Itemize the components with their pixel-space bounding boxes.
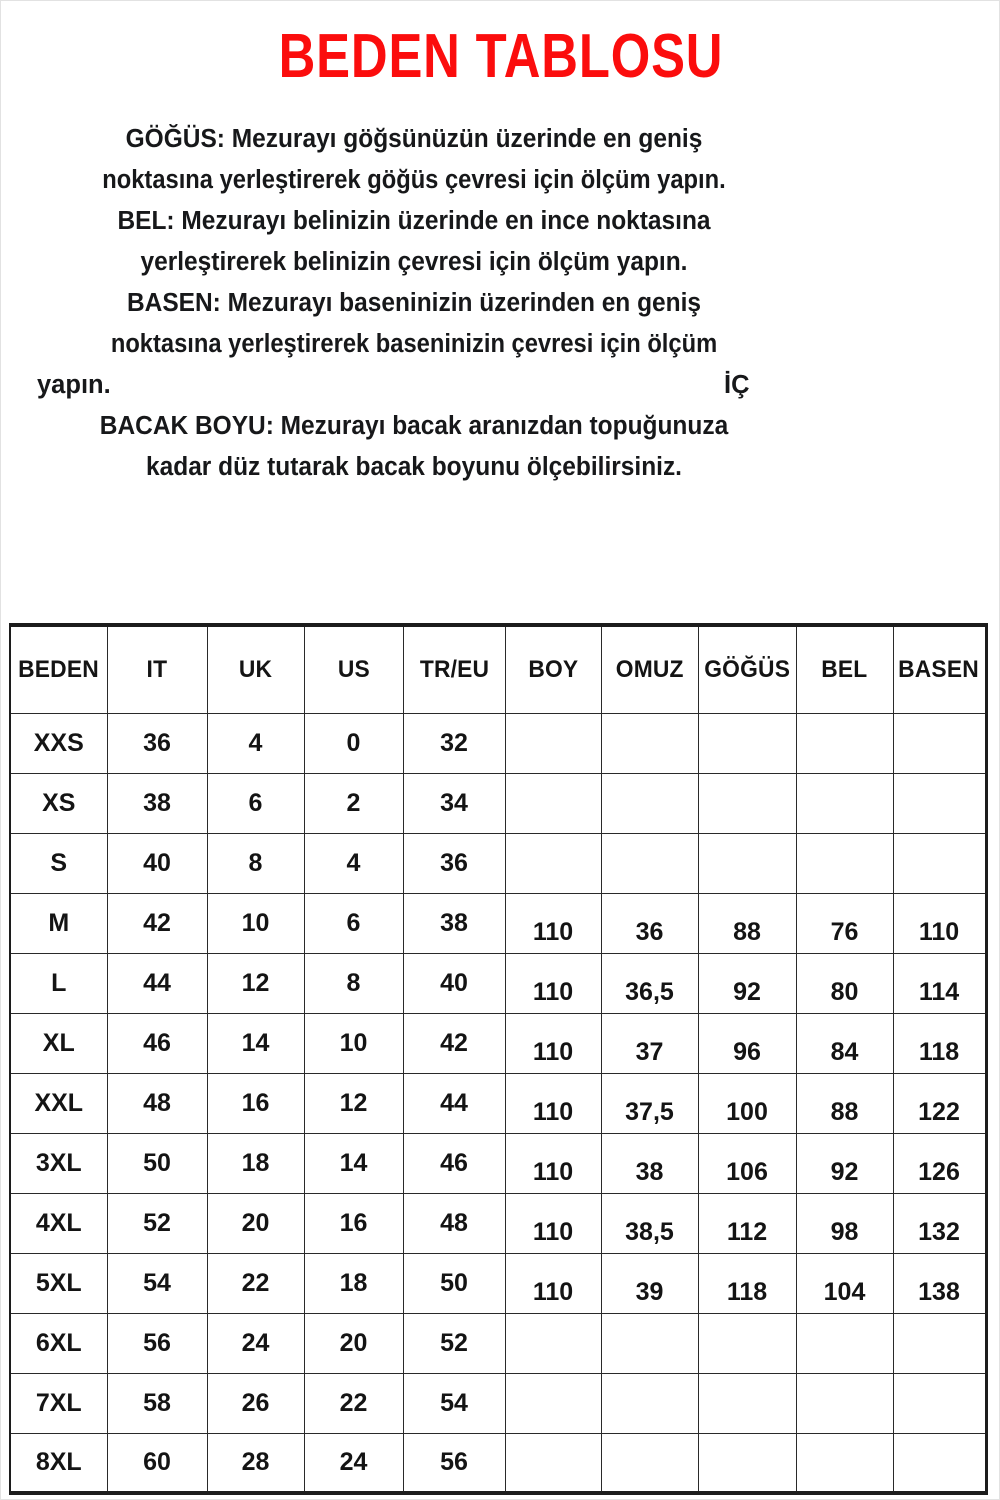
cell-basen-value: 110	[918, 917, 960, 946]
cell-us	[304, 833, 403, 893]
cell-basen	[893, 1013, 986, 1073]
cell-it-value: 58	[143, 1388, 171, 1417]
cell-bel-value: 76	[830, 917, 859, 946]
table-row	[10, 893, 986, 953]
cell-uk	[207, 953, 304, 1013]
cell-it-value: 52	[143, 1208, 171, 1237]
cell-uk	[207, 1433, 304, 1493]
cell-us-value: 8	[346, 968, 361, 997]
cell-gogus	[698, 1373, 796, 1433]
cell-boy	[505, 1193, 601, 1253]
cell-beden-value: 3XL	[35, 1148, 82, 1177]
cell-us	[304, 773, 403, 833]
cell-treu-value: 48	[440, 1208, 468, 1237]
cell-uk-value: 14	[241, 1028, 270, 1057]
cell-gogus-value: 118	[726, 1277, 768, 1306]
cell-basen	[893, 773, 986, 833]
cell-uk	[207, 1133, 304, 1193]
cell-bel-value: 92	[830, 1157, 859, 1186]
cell-beden	[10, 1373, 107, 1433]
cell-gogus	[698, 833, 796, 893]
cell-basen-value: 138	[918, 1277, 960, 1306]
cell-it-value: 38	[143, 788, 171, 817]
cell-beden-value: 6XL	[35, 1328, 82, 1357]
cell-bel	[796, 1013, 893, 1073]
cell-basen	[893, 1253, 986, 1313]
cell-boy	[505, 1133, 601, 1193]
cell-basen	[893, 1133, 986, 1193]
cell-uk	[207, 1193, 304, 1253]
cell-treu	[403, 1073, 505, 1133]
measurement-instructions	[19, 119, 809, 488]
cell-beden	[10, 893, 107, 953]
cell-beden	[10, 1253, 107, 1313]
cell-treu-value: 40	[440, 968, 468, 997]
cell-basen-value: 122	[918, 1097, 960, 1126]
cell-omuz	[601, 773, 698, 833]
cell-basen	[893, 713, 986, 773]
cell-omuz-value: 39	[635, 1277, 664, 1306]
cell-beden-value: L	[51, 968, 67, 997]
cell-treu	[403, 773, 505, 833]
column-header-basen: BASEN	[893, 625, 986, 713]
cell-omuz	[601, 713, 698, 773]
cell-beden-value: M	[48, 908, 70, 937]
cell-uk-value: 4	[248, 728, 263, 757]
cell-treu	[403, 1433, 505, 1493]
instruction-line: BACAK BOYU: Mezurayı bacak aranızdan topuğunuza	[99, 412, 729, 440]
cell-gogus	[698, 1313, 796, 1373]
cell-omuz-value: 37,5	[625, 1097, 674, 1126]
cell-bel	[796, 773, 893, 833]
cell-gogus-value: 106	[726, 1157, 768, 1186]
cell-it	[107, 713, 207, 773]
cell-basen-value: 126	[918, 1157, 960, 1186]
cell-uk	[207, 713, 304, 773]
cell-us	[304, 1433, 403, 1493]
cell-us-value: 14	[339, 1148, 368, 1177]
cell-bel-value: 88	[830, 1097, 859, 1126]
cell-gogus-value: 92	[733, 977, 761, 1006]
cell-treu-value: 52	[440, 1328, 468, 1357]
cell-it	[107, 1313, 207, 1373]
cell-boy-value: 110	[532, 1277, 574, 1306]
cell-us-value: 10	[339, 1028, 368, 1057]
cell-basen	[893, 893, 986, 953]
cell-basen	[893, 1433, 986, 1493]
cell-basen-value: 132	[918, 1217, 960, 1246]
cell-us	[304, 1253, 403, 1313]
cell-it-value: 50	[143, 1148, 171, 1177]
instruction-line: noktasına yerleştirerek göğüs çevresi için ölçüm yapın.	[102, 166, 726, 194]
cell-beden-value: XL	[42, 1028, 75, 1057]
page-title: BEDEN TABLOSU	[278, 22, 724, 91]
cell-it	[107, 1013, 207, 1073]
cell-gogus	[698, 713, 796, 773]
instruction-line: BASEN: Mezurayı baseninizin üzerinden en geniş	[126, 289, 702, 317]
cell-us-value: 2	[346, 788, 361, 817]
cell-us-value: 16	[339, 1208, 368, 1237]
cell-boy-value: 110	[532, 977, 574, 1006]
cell-boy	[505, 773, 601, 833]
cell-uk-value: 28	[241, 1447, 270, 1476]
cell-basen	[893, 1193, 986, 1253]
cell-beden	[10, 1433, 107, 1493]
cell-basen	[893, 1073, 986, 1133]
cell-bel	[796, 1313, 893, 1373]
cell-boy-value: 110	[532, 1097, 574, 1126]
cell-treu	[403, 1133, 505, 1193]
cell-uk-value: 20	[241, 1208, 270, 1237]
cell-us-value: 0	[346, 728, 361, 757]
cell-gogus	[698, 893, 796, 953]
cell-treu	[403, 1013, 505, 1073]
cell-boy	[505, 1253, 601, 1313]
cell-uk	[207, 773, 304, 833]
cell-uk-value: 22	[241, 1268, 270, 1297]
column-header-uk: UK	[207, 625, 304, 713]
column-header-boy: BOY	[505, 625, 601, 713]
cell-omuz	[601, 1253, 698, 1313]
cell-us	[304, 1373, 403, 1433]
cell-boy-value: 110	[532, 1217, 574, 1246]
cell-us-value: 24	[339, 1447, 368, 1476]
cell-us	[304, 1313, 403, 1373]
cell-it-value: 40	[143, 848, 171, 877]
cell-it	[107, 773, 207, 833]
cell-us	[304, 1013, 403, 1073]
cell-gogus	[698, 1013, 796, 1073]
table-header-row	[10, 625, 986, 713]
cell-bel	[796, 1253, 893, 1313]
cell-uk-value: 6	[248, 788, 263, 817]
cell-beden	[10, 833, 107, 893]
column-header-omuz: OMUZ	[601, 625, 698, 713]
cell-treu-value: 32	[440, 728, 468, 757]
table-body	[10, 713, 986, 1493]
table-row	[10, 1313, 986, 1373]
cell-uk	[207, 1373, 304, 1433]
cell-bel	[796, 713, 893, 773]
table-row	[10, 773, 986, 833]
cell-basen-value: 118	[918, 1037, 960, 1066]
cell-beden	[10, 1313, 107, 1373]
cell-omuz-value: 38	[635, 1157, 664, 1186]
cell-omuz-value: 36	[635, 917, 664, 946]
cell-us-value: 18	[339, 1268, 368, 1297]
cell-basen	[893, 953, 986, 1013]
cell-beden-value: 5XL	[35, 1268, 82, 1297]
cell-bel-value: 84	[830, 1037, 859, 1066]
cell-omuz	[601, 1433, 698, 1493]
cell-us-value: 4	[346, 848, 361, 877]
cell-treu	[403, 1373, 505, 1433]
table-row	[10, 1373, 986, 1433]
instruction-yapin-text: yapın.	[37, 371, 111, 399]
cell-bel	[796, 833, 893, 893]
cell-treu	[403, 833, 505, 893]
cell-it	[107, 1253, 207, 1313]
cell-omuz-value: 36,5	[625, 977, 674, 1006]
table-row	[10, 1013, 986, 1073]
cell-it-value: 48	[143, 1088, 171, 1117]
cell-us	[304, 1133, 403, 1193]
cell-it-value: 60	[143, 1447, 171, 1476]
cell-boy-value: 110	[532, 1037, 574, 1066]
instruction-line: yerleştirerek belinizin çevresi için ölçüm yapın.	[140, 248, 688, 276]
instruction-line: noktasına yerleştirerek baseninizin çevresi için ölçüm	[110, 330, 718, 358]
cell-it	[107, 1073, 207, 1133]
cell-it	[107, 1133, 207, 1193]
cell-boy	[505, 1313, 601, 1373]
cell-beden	[10, 1133, 107, 1193]
cell-treu-value: 42	[440, 1028, 468, 1057]
cell-it	[107, 1373, 207, 1433]
cell-boy-value: 110	[532, 917, 574, 946]
table-row	[10, 1133, 986, 1193]
instruction-line: GÖĞÜS: Mezurayı göğsünüzün üzerinde en geniş	[125, 125, 703, 153]
column-header-us: US	[304, 625, 403, 713]
cell-it	[107, 953, 207, 1013]
cell-us	[304, 1073, 403, 1133]
cell-us	[304, 893, 403, 953]
column-header-beden: BEDEN	[10, 625, 107, 713]
cell-it-value: 46	[143, 1028, 171, 1057]
cell-uk	[207, 833, 304, 893]
cell-beden-value: XXS	[33, 728, 84, 757]
cell-uk	[207, 893, 304, 953]
cell-uk-value: 18	[241, 1148, 270, 1177]
cell-uk	[207, 1313, 304, 1373]
cell-boy-value: 110	[532, 1157, 574, 1186]
cell-us-value: 12	[339, 1088, 368, 1117]
column-header-bel: BEL	[796, 625, 893, 713]
cell-bel-value: 98	[830, 1217, 859, 1246]
cell-treu	[403, 893, 505, 953]
cell-omuz	[601, 1193, 698, 1253]
size-table	[9, 623, 988, 1495]
cell-uk-value: 8	[248, 848, 263, 877]
cell-beden-value: XS	[42, 788, 76, 817]
cell-gogus	[698, 773, 796, 833]
cell-uk-value: 26	[241, 1388, 270, 1417]
cell-omuz	[601, 833, 698, 893]
cell-basen	[893, 1313, 986, 1373]
cell-uk-value: 10	[241, 908, 270, 937]
cell-treu-value: 44	[440, 1088, 468, 1117]
cell-boy	[505, 1433, 601, 1493]
cell-basen	[893, 833, 986, 893]
cell-gogus-value: 100	[726, 1097, 768, 1126]
cell-beden	[10, 713, 107, 773]
cell-us-value: 22	[339, 1388, 368, 1417]
cell-beden-value: 4XL	[35, 1208, 82, 1237]
cell-uk-value: 16	[241, 1088, 270, 1117]
cell-it-value: 36	[143, 728, 171, 757]
cell-gogus-value: 112	[726, 1217, 768, 1246]
cell-us	[304, 713, 403, 773]
cell-bel	[796, 893, 893, 953]
cell-gogus	[698, 1193, 796, 1253]
table-row	[10, 833, 986, 893]
cell-omuz	[601, 1073, 698, 1133]
cell-it	[107, 833, 207, 893]
cell-omuz	[601, 1313, 698, 1373]
cell-it-value: 44	[143, 968, 171, 997]
cell-boy	[505, 1073, 601, 1133]
instruction-line: BEL: Mezurayı belinizin üzerinde en ince noktasına	[117, 207, 711, 235]
cell-treu	[403, 713, 505, 773]
column-header-treu: TR/EU	[403, 625, 505, 713]
table-row	[10, 713, 986, 773]
cell-uk	[207, 1253, 304, 1313]
table-row	[10, 1433, 986, 1493]
cell-omuz	[601, 893, 698, 953]
table-row	[10, 1253, 986, 1313]
cell-uk	[207, 1013, 304, 1073]
table-row	[10, 953, 986, 1013]
cell-uk-value: 12	[241, 968, 270, 997]
cell-it	[107, 893, 207, 953]
cell-bel-value: 80	[830, 977, 859, 1006]
cell-it	[107, 1193, 207, 1253]
cell-gogus	[698, 1073, 796, 1133]
cell-beden	[10, 1073, 107, 1133]
cell-beden	[10, 953, 107, 1013]
cell-omuz-value: 37	[635, 1037, 664, 1066]
cell-gogus	[698, 1133, 796, 1193]
cell-boy	[505, 833, 601, 893]
cell-beden	[10, 1013, 107, 1073]
cell-boy	[505, 1373, 601, 1433]
cell-bel	[796, 953, 893, 1013]
table-row	[10, 1073, 986, 1133]
cell-us	[304, 953, 403, 1013]
cell-uk	[207, 1073, 304, 1133]
cell-boy	[505, 893, 601, 953]
instruction-line-with-fragment	[19, 365, 809, 406]
cell-beden-value: XXL	[34, 1088, 84, 1117]
cell-bel-value: 104	[823, 1277, 866, 1306]
cell-treu	[403, 1313, 505, 1373]
cell-gogus-value: 88	[733, 917, 761, 946]
instruction-line: kadar düz tutarak bacak boyunu ölçebilirsiniz.	[146, 453, 682, 481]
cell-treu-value: 54	[440, 1388, 468, 1417]
cell-treu	[403, 1253, 505, 1313]
ic-fragment-text: İÇ	[724, 371, 750, 399]
cell-omuz-value: 38,5	[625, 1217, 674, 1246]
cell-it-value: 56	[143, 1328, 171, 1357]
cell-gogus	[698, 953, 796, 1013]
cell-beden-value: 7XL	[35, 1388, 82, 1417]
cell-boy	[505, 953, 601, 1013]
table-row	[10, 1193, 986, 1253]
cell-treu-value: 36	[440, 848, 468, 877]
column-header-gogus: GÖĞÜS	[698, 625, 796, 713]
cell-bel	[796, 1433, 893, 1493]
cell-us	[304, 1193, 403, 1253]
cell-uk-value: 24	[241, 1328, 270, 1357]
cell-omuz	[601, 1013, 698, 1073]
cell-treu-value: 50	[440, 1268, 468, 1297]
cell-omuz	[601, 1133, 698, 1193]
cell-treu-value: 46	[440, 1148, 468, 1177]
cell-omuz	[601, 1373, 698, 1433]
cell-gogus-value: 96	[733, 1037, 761, 1066]
cell-beden	[10, 773, 107, 833]
cell-boy	[505, 713, 601, 773]
cell-beden	[10, 1193, 107, 1253]
cell-treu-value: 38	[440, 908, 468, 937]
cell-boy	[505, 1013, 601, 1073]
cell-bel	[796, 1373, 893, 1433]
cell-treu	[403, 1193, 505, 1253]
cell-treu	[403, 953, 505, 1013]
cell-bel	[796, 1073, 893, 1133]
cell-us-value: 6	[346, 908, 361, 937]
cell-it-value: 54	[143, 1268, 171, 1297]
cell-gogus	[698, 1433, 796, 1493]
cell-treu-value: 34	[440, 788, 468, 817]
cell-basen-value: 114	[918, 977, 960, 1006]
cell-omuz	[601, 953, 698, 1013]
cell-bel	[796, 1133, 893, 1193]
cell-us-value: 20	[339, 1328, 368, 1357]
cell-bel	[796, 1193, 893, 1253]
cell-it	[107, 1433, 207, 1493]
cell-treu-value: 56	[440, 1447, 468, 1476]
cell-beden-value: S	[50, 848, 68, 877]
cell-beden-value: 8XL	[35, 1447, 82, 1476]
cell-basen	[893, 1373, 986, 1433]
column-header-it: IT	[107, 625, 207, 713]
cell-gogus	[698, 1253, 796, 1313]
cell-it-value: 42	[143, 908, 171, 937]
